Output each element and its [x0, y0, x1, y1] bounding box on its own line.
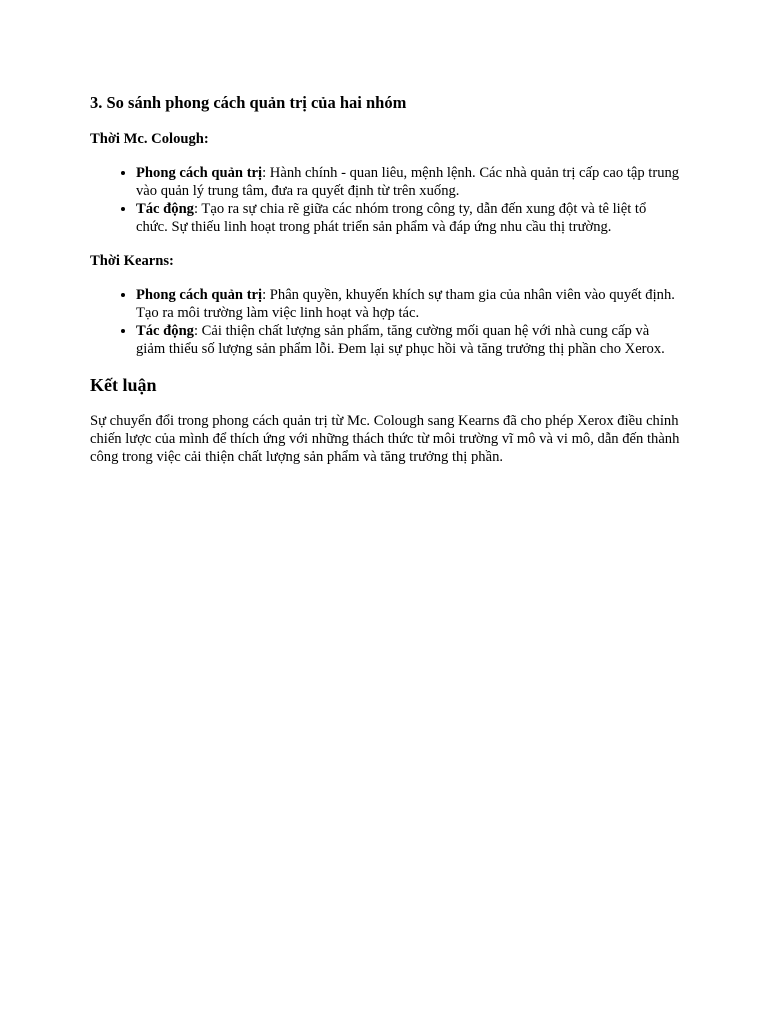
item-text: : Cải thiện chất lượng sản phẩm, tăng cường mối quan hệ với nhà cung cấp và giảm thiểu số lượng sản phẩm lỗi. Đem lại sự phục hồi và tăng trưởng thị phần cho Xerox.: [136, 323, 665, 357]
list-item: [136, 200, 680, 236]
list-item: [136, 286, 680, 322]
list-item: [136, 164, 680, 200]
item-term: Tác động: [136, 323, 194, 339]
item-term: Phong cách quản trị: [136, 165, 263, 181]
mccolough-era-label: Thời Mc. Colough:: [90, 131, 209, 147]
list-item: [136, 322, 680, 358]
document-page: [90, 92, 680, 466]
section-title: 3. So sánh phong cách quản trị của hai nhóm: [90, 93, 407, 112]
conclusion-paragraph: Sự chuyển đổi trong phong cách quản trị từ Mc. Colough sang Kearns đã cho phép Xerox điều chỉnh chiến lược của mình để thích ứng với những thách thức từ môi trường vĩ mô và vi mô, dẫn đến thành công trong việc cải thiện chất lượng sản phẩm và tăng trưởng thị phần.: [90, 413, 680, 465]
item-text: : Hành chính - quan liêu, mệnh lệnh. Các nhà quản trị cấp cao tập trung vào quản lý trung tâm, đưa ra quyết định từ trên xuống.: [136, 165, 680, 199]
item-term: Phong cách quản trị: [136, 287, 263, 303]
item-term: Tác động: [136, 201, 194, 217]
kearns-points-list: [90, 286, 680, 358]
item-text: : Phân quyền, khuyến khích sự tham gia của nhân viên vào quyết định. Tạo ra môi trường làm việc linh hoạt và hợp tác.: [136, 287, 675, 321]
mccolough-points-list: [90, 164, 680, 236]
kearns-era-label: Thời Kearns:: [90, 253, 174, 269]
item-text: : Tạo ra sự chia rẽ giữa các nhóm trong công ty, dẫn đến xung đột và tê liệt tổ chức. Sự thiếu linh hoạt trong phát triển sản phẩm và đáp ứng nhu cầu thị trường.: [136, 201, 647, 235]
conclusion-title: Kết luận: [90, 375, 157, 395]
